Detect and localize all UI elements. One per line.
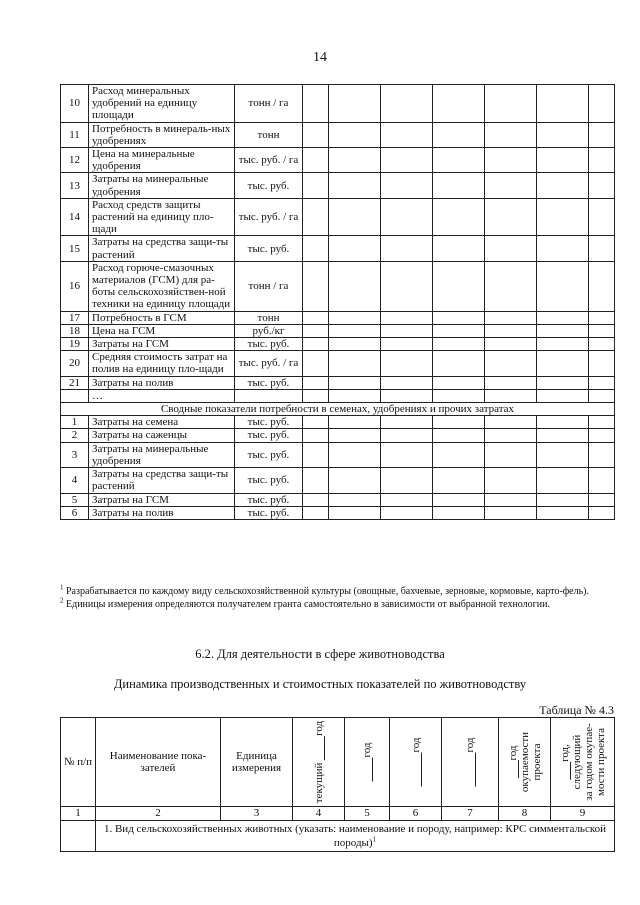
value-cell	[381, 442, 433, 467]
livestock-type-text: 1. Вид сельскохозяйственных животных (указать: наименование и породу, например: КРС симментальской породы)$^1$	[96, 821, 615, 852]
value-cell	[381, 173, 433, 198]
value-cell	[433, 493, 485, 506]
value-cell	[303, 198, 329, 236]
header-year-3: год	[442, 718, 499, 807]
value-cell	[433, 506, 485, 519]
header-payback-year: год окупаемости проекта	[499, 718, 551, 807]
value-cell	[485, 173, 537, 198]
value-cell	[329, 468, 381, 493]
value-cell	[381, 198, 433, 236]
value-cell	[433, 429, 485, 442]
value-cell	[433, 416, 485, 429]
row-number: 10	[61, 85, 89, 123]
row-name: Потребность в ГСМ	[89, 311, 235, 324]
value-cell	[589, 198, 615, 236]
row-unit: тыс. руб.	[235, 429, 303, 442]
value-cell	[303, 389, 329, 402]
value-cell	[537, 468, 589, 493]
row-unit: тыс. руб.	[235, 468, 303, 493]
crop-costs-table	[60, 84, 615, 520]
row-unit: тонн / га	[235, 261, 303, 311]
value-cell	[303, 173, 329, 198]
table-row	[61, 236, 615, 261]
value-cell	[303, 429, 329, 442]
row-name: Затраты на ГСМ	[89, 493, 235, 506]
value-cell	[589, 338, 615, 351]
value-cell	[303, 351, 329, 376]
table-row	[61, 416, 615, 429]
table-row	[61, 442, 615, 467]
table-row	[61, 351, 615, 376]
column-index-row: 1 2 3 4 5 6 7 8 9	[61, 807, 615, 821]
value-cell	[303, 416, 329, 429]
value-cell	[485, 324, 537, 337]
value-cell	[303, 338, 329, 351]
row-name: Потребность в минераль-ных удобрениях	[89, 122, 235, 147]
value-cell	[329, 236, 381, 261]
value-cell	[589, 468, 615, 493]
value-cell	[537, 122, 589, 147]
value-cell	[381, 429, 433, 442]
row-unit: тыс. руб. / га	[235, 198, 303, 236]
row-name: Затраты на средства защи-ты растений	[89, 468, 235, 493]
row-name: Затраты на ГСМ	[89, 338, 235, 351]
value-cell	[329, 173, 381, 198]
value-cell	[485, 416, 537, 429]
value-cell	[589, 122, 615, 147]
table-row	[61, 122, 615, 147]
value-cell	[589, 85, 615, 123]
row-number: 12	[61, 148, 89, 173]
value-cell	[303, 324, 329, 337]
value-cell	[381, 338, 433, 351]
value-cell	[433, 324, 485, 337]
value-cell	[537, 429, 589, 442]
value-cell	[485, 198, 537, 236]
row-number: 18	[61, 324, 89, 337]
row-name: Затраты на минеральные удобрения	[89, 442, 235, 467]
value-cell	[433, 351, 485, 376]
row-name: Расход минеральных удобрений на единицу площади	[89, 85, 235, 123]
row-name: Затраты на саженцы	[89, 429, 235, 442]
row-unit: тыс. руб.	[235, 493, 303, 506]
livestock-dynamics-table	[60, 717, 615, 852]
header-next-year: год, следующий за годом окупае- мости проекта	[551, 718, 615, 807]
value-cell	[329, 493, 381, 506]
value-cell	[303, 122, 329, 147]
table-row	[61, 493, 615, 506]
table-row	[61, 85, 615, 123]
value-cell	[537, 85, 589, 123]
value-cell	[381, 376, 433, 389]
value-cell	[303, 506, 329, 519]
value-cell	[381, 389, 433, 402]
header-year-1: год	[345, 718, 390, 807]
value-cell	[537, 442, 589, 467]
value-cell	[485, 261, 537, 311]
value-cell	[329, 85, 381, 123]
value-cell	[329, 506, 381, 519]
value-cell	[589, 236, 615, 261]
value-cell	[537, 311, 589, 324]
value-cell	[485, 85, 537, 123]
header-num: № п/п	[61, 718, 96, 807]
value-cell	[381, 85, 433, 123]
value-cell	[381, 416, 433, 429]
value-cell	[485, 122, 537, 147]
value-cell	[329, 324, 381, 337]
row-number: 20	[61, 351, 89, 376]
row-number: 5	[61, 493, 89, 506]
value-cell	[485, 338, 537, 351]
value-cell	[537, 493, 589, 506]
table-caption: Таблица № 4.3	[539, 703, 614, 717]
row-number: 13	[61, 173, 89, 198]
header-name: Наименование пока-зателей	[96, 718, 221, 807]
page-number: 14	[313, 50, 327, 65]
table-row	[61, 173, 615, 198]
value-cell	[433, 389, 485, 402]
value-cell	[589, 493, 615, 506]
table-row	[61, 148, 615, 173]
value-cell	[433, 173, 485, 198]
row-name: Средняя стоимость затрат на полив на единицу пло-щади	[89, 351, 235, 376]
value-cell	[537, 324, 589, 337]
table-title: Динамика производственных и стоимостных показателей по животноводству	[113, 677, 527, 691]
row-name: Затраты на средства защи-ты растений	[89, 236, 235, 261]
row-unit: тыс. руб. / га	[235, 351, 303, 376]
value-cell	[589, 148, 615, 173]
value-cell	[485, 389, 537, 402]
row-number: 11	[61, 122, 89, 147]
value-cell	[329, 429, 381, 442]
row-unit: тыс. руб.	[235, 376, 303, 389]
value-cell	[303, 493, 329, 506]
value-cell	[589, 429, 615, 442]
value-cell	[329, 338, 381, 351]
value-cell	[433, 85, 485, 123]
value-cell	[433, 376, 485, 389]
value-cell	[485, 442, 537, 467]
value-cell	[433, 468, 485, 493]
row-number: 1	[61, 416, 89, 429]
value-cell	[537, 198, 589, 236]
value-cell	[329, 148, 381, 173]
row-number: 15	[61, 236, 89, 261]
value-cell	[433, 148, 485, 173]
value-cell	[329, 261, 381, 311]
value-cell	[537, 506, 589, 519]
value-cell	[303, 148, 329, 173]
value-cell	[485, 468, 537, 493]
value-cell	[303, 85, 329, 123]
value-cell	[433, 198, 485, 236]
value-cell	[433, 122, 485, 147]
value-cell	[485, 311, 537, 324]
row-number	[61, 389, 89, 402]
row-number: 21	[61, 376, 89, 389]
value-cell	[433, 236, 485, 261]
value-cell	[589, 311, 615, 324]
row-number: 3	[61, 442, 89, 467]
value-cell	[589, 442, 615, 467]
value-cell	[537, 376, 589, 389]
row-unit	[235, 389, 303, 402]
row-number: 19	[61, 338, 89, 351]
value-cell	[433, 311, 485, 324]
value-cell	[589, 416, 615, 429]
section-row	[61, 403, 615, 416]
footnote-2: $^2$ Единицы измерения определяются получателем гранта самостоятельно в зависимости от выбранной технологии.	[60, 596, 550, 610]
row-unit: тыс. руб.	[235, 236, 303, 261]
header-year-2: год	[390, 718, 442, 807]
value-cell	[589, 261, 615, 311]
value-cell	[537, 236, 589, 261]
value-cell	[537, 148, 589, 173]
table-row	[61, 324, 615, 337]
value-cell	[381, 122, 433, 147]
row-unit: тонн / га	[235, 85, 303, 123]
value-cell	[589, 389, 615, 402]
value-cell	[485, 148, 537, 173]
header-current-year: текущий год	[293, 718, 345, 807]
row-unit: тыс. руб. / га	[235, 148, 303, 173]
value-cell	[589, 506, 615, 519]
footnote-1: $^1$ Разрабатывается по каждому виду сельскохозяйственной культуры (овощные, бахчевые, зерновые, кормовые, карто-фель).	[60, 583, 589, 597]
value-cell	[589, 173, 615, 198]
value-cell	[303, 236, 329, 261]
value-cell	[329, 351, 381, 376]
row-number: 16	[61, 261, 89, 311]
value-cell	[303, 311, 329, 324]
row-name: Затраты на полив	[89, 376, 235, 389]
value-cell	[485, 351, 537, 376]
table-row	[61, 261, 615, 311]
row-number: 2	[61, 429, 89, 442]
row-unit: тонн	[235, 122, 303, 147]
table-row	[61, 429, 615, 442]
value-cell	[303, 442, 329, 467]
value-cell	[537, 351, 589, 376]
value-cell	[537, 389, 589, 402]
value-cell	[589, 351, 615, 376]
value-cell	[537, 173, 589, 198]
value-cell	[433, 338, 485, 351]
value-cell	[329, 416, 381, 429]
table-row	[61, 389, 615, 402]
value-cell	[381, 148, 433, 173]
row-number: 6	[61, 506, 89, 519]
header-unit: Единица измерения	[221, 718, 293, 807]
value-cell	[381, 351, 433, 376]
value-cell	[381, 324, 433, 337]
row-name: Расход горюче-смазочных материалов (ГСМ) для ра-боты сельскохозяйствен-ной техники на единицу площади	[89, 261, 235, 311]
row-unit: тыс. руб.	[235, 416, 303, 429]
value-cell	[537, 261, 589, 311]
section-heading: 6.2. Для деятельности в сфере животноводства	[195, 647, 445, 661]
row-name: Цена на минеральные удобрения	[89, 148, 235, 173]
value-cell	[485, 429, 537, 442]
section-title: Сводные показатели потребности в семенах, удобрениях и прочих затратах	[61, 403, 615, 416]
value-cell	[485, 236, 537, 261]
row-name: Затраты на семена	[89, 416, 235, 429]
table-row	[61, 468, 615, 493]
table-row	[61, 311, 615, 324]
footnotes	[60, 583, 616, 611]
table-row	[61, 198, 615, 236]
table-row	[61, 376, 615, 389]
row-unit: тыс. руб.	[235, 506, 303, 519]
table-row	[61, 506, 615, 519]
value-cell	[329, 376, 381, 389]
value-cell	[381, 493, 433, 506]
value-cell	[303, 376, 329, 389]
value-cell	[381, 468, 433, 493]
row-unit: тыс. руб.	[235, 442, 303, 467]
row-unit: руб./кг	[235, 324, 303, 337]
value-cell	[433, 261, 485, 311]
row-name: …	[89, 389, 235, 402]
row-name: Затраты на полив	[89, 506, 235, 519]
value-cell	[589, 376, 615, 389]
row-unit: тыс. руб.	[235, 173, 303, 198]
livestock-type-row	[61, 821, 615, 852]
value-cell	[537, 338, 589, 351]
value-cell	[485, 376, 537, 389]
value-cell	[381, 506, 433, 519]
value-cell	[303, 468, 329, 493]
row-unit: тыс. руб.	[235, 338, 303, 351]
value-cell	[485, 493, 537, 506]
value-cell	[329, 442, 381, 467]
row-unit: тонн	[235, 311, 303, 324]
value-cell	[329, 389, 381, 402]
value-cell	[485, 506, 537, 519]
value-cell	[329, 198, 381, 236]
row-name: Затраты на минеральные удобрения	[89, 173, 235, 198]
value-cell	[329, 311, 381, 324]
value-cell	[433, 442, 485, 467]
value-cell	[381, 236, 433, 261]
value-cell	[329, 122, 381, 147]
value-cell	[537, 416, 589, 429]
row-number: 17	[61, 311, 89, 324]
value-cell	[381, 261, 433, 311]
row-number: 14	[61, 198, 89, 236]
value-cell	[589, 324, 615, 337]
row-number: 4	[61, 468, 89, 493]
table-row	[61, 338, 615, 351]
row-name: Цена на ГСМ	[89, 324, 235, 337]
row-name: Расход средств защиты растений на единицу пло-щади	[89, 198, 235, 236]
value-cell	[381, 311, 433, 324]
value-cell	[303, 261, 329, 311]
